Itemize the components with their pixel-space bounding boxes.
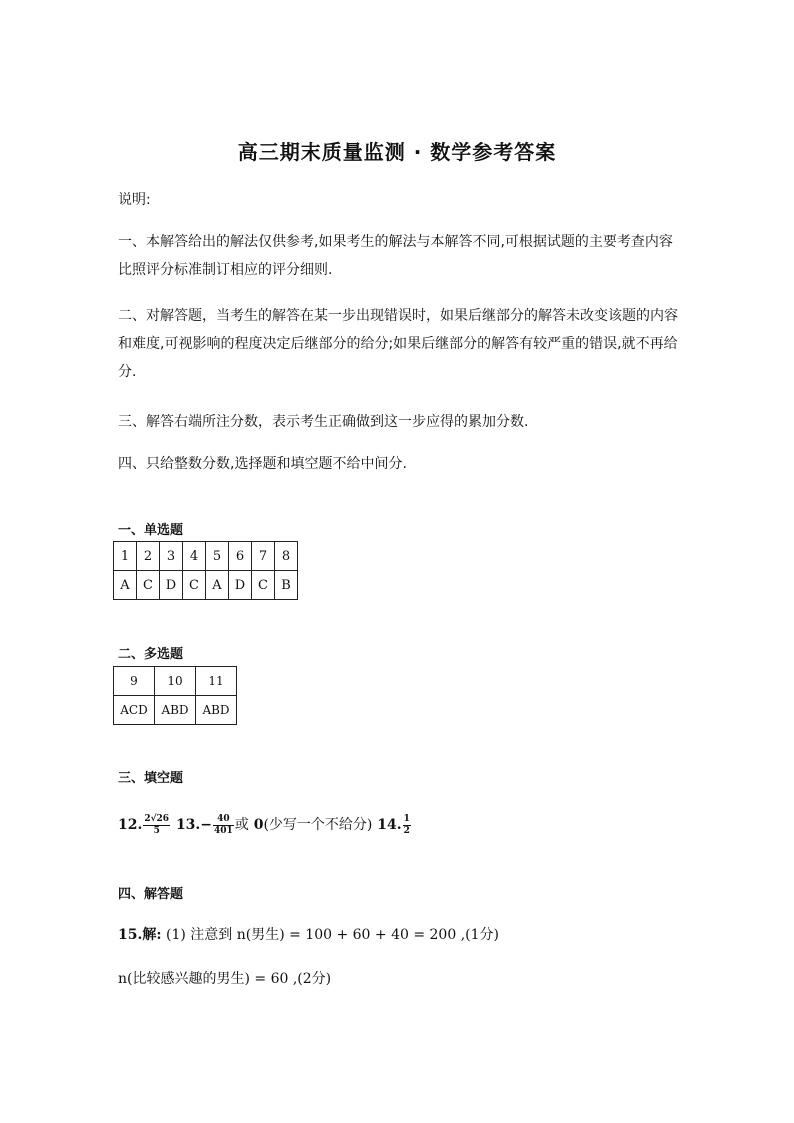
fill-blank-answers [118,811,412,839]
multi-choice-table [113,666,237,725]
q13-sign: − [200,817,213,833]
answer-cell: A [114,571,137,600]
q12-denominator: 5 [153,825,160,836]
multi-choice-heading: 二、多选题 [118,647,184,662]
answer-cell: D [160,571,183,600]
table-row [114,571,298,600]
question-number: 8 [275,542,298,571]
single-choice-table [113,541,298,600]
q13-numerator: 40 [213,814,234,826]
question-number: 9 [114,667,155,696]
table-row [114,542,298,571]
q14-fraction [403,814,411,837]
q12-numerator: 2√26 [144,813,170,824]
q12-fraction [143,814,170,837]
q14-label: 14. [377,817,402,833]
question-number: 6 [229,542,252,571]
answer-cell: A [206,571,229,600]
q13-label: 13. [175,817,201,833]
q15-line-2: n(比较感兴趣的男生) = 60 ,(2分) [118,971,332,987]
q15-label: 15.解: [118,927,162,943]
fill-blank-heading: 三、填空题 [118,771,184,786]
q15-step-1: (1) 注意到 n(男生) = 100 + 60 + 40 = 200 ,(1分) [165,927,499,943]
table-row [114,667,237,696]
q15-line-1 [118,921,499,949]
answer-cell: ACD [114,696,155,725]
note-1: 一、本解答给出的解法仅供参考,如果考生的解法与本解答不同,可根据试题的主要考查内容比照评分标准制订相应的评分细则. [118,234,673,278]
note-3: 三、解答右端所注分数，表示考生正确做到这一步应得的累加分数. [118,414,529,430]
question-number: 1 [114,542,137,571]
notes-heading: 说明: [118,192,151,208]
answer-cell: B [275,571,298,600]
question-number: 11 [196,667,237,696]
note-2: 二、对解答题，当考生的解答在某一步出现错误时，如果后继部分的解答未改变该题的内容和难度,可视影响的程度决定后继部分的给分;如果后继部分的解答有较严重的错误,就不再给分. [118,308,678,380]
question-number: 7 [252,542,275,571]
question-number: 10 [155,667,196,696]
single-choice-heading: 一、单选题 [118,523,184,538]
q13-or: 或 [234,817,249,833]
question-number: 5 [206,542,229,571]
table-row [114,696,237,725]
answer-cell: ABD [155,696,196,725]
answer-cell: C [137,571,160,600]
q13-fraction [213,814,234,837]
q13-alt: 0 [253,817,264,833]
answer-cell: D [229,571,252,600]
question-number: 2 [137,542,160,571]
page-title: 高三期末质量监测 · 数学参考答案 [237,140,557,164]
note-4: 四、只给整数分数,选择题和填空题不给中间分. [118,456,407,472]
question-number: 4 [183,542,206,571]
q12-label: 12. [118,817,143,833]
answer-cell: ABD [196,696,237,725]
q14-denominator: 2 [403,825,410,836]
solutions-heading: 四、解答题 [118,887,184,902]
answer-cell: C [183,571,206,600]
q13-denominator: 401 [214,825,233,836]
q14-numerator: 1 [403,813,410,824]
question-number: 3 [160,542,183,571]
q13-note: (少写一个不给分) [263,817,373,833]
answer-cell: C [252,571,275,600]
